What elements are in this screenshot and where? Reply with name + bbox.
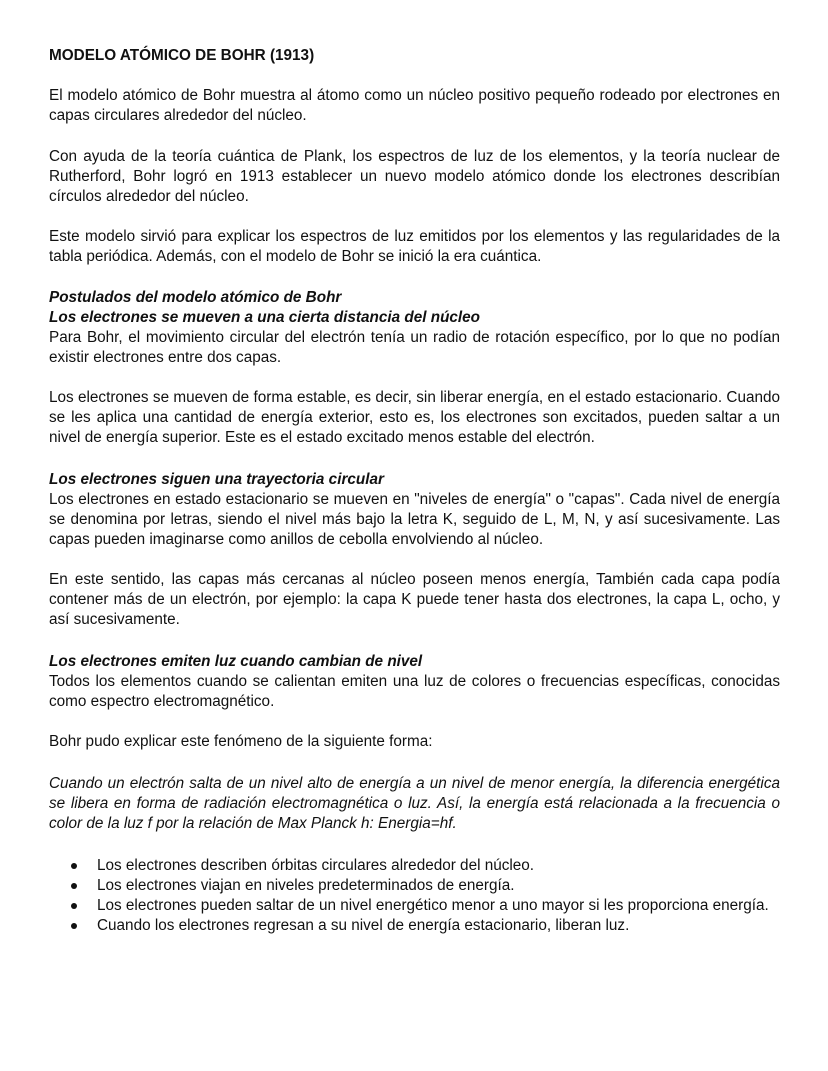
- list-item-text: Los electrones pueden saltar de un nivel energético menor a uno mayor si les proporciona energía.: [97, 897, 769, 914]
- bullet-dot-icon: [71, 923, 77, 929]
- section3-quote: Cuando un electrón salta de un nivel alto de energía a un nivel de menor energía, la diferencia energética se libera en forma de radiación electromagnética o luz. Así, la energía está relacionada a la frecuencia o color de la luz f por la relación de Max Planck h: Energia=hf.: [49, 775, 780, 832]
- intro-paragraph-2: Con ayuda de la teoría cuántica de Plank, los espectros de luz de los elementos, y la teoría nuclear de Rutherford, Bohr logró en 1913 establecer un nuevo modelo atómico donde los electrones describían círculos alrededor del núcleo.: [49, 148, 780, 205]
- section3-paragraph-2: Bohr pudo explicar este fenómeno de la siguiente forma:: [49, 733, 433, 750]
- intro-paragraph-3: Este modelo sirvió para explicar los espectros de luz emitidos por los elementos y las regularidades de la tabla periódica. Además, con el modelo de Bohr se inició la era cuántica.: [49, 228, 780, 265]
- list-item: [49, 856, 780, 876]
- list-item-text: Los electrones describen órbitas circulares alrededor del núcleo.: [97, 857, 535, 874]
- section1-paragraph-2: Los electrones se mueven de forma estable, es decir, sin liberar energía, en el estado estacionario. Cuando se les aplica una cantidad de energía exterior, esto es, los electrones son excitados, pueden saltar a un nivel de energía superior. Este es el estado excitado menos estable del electrón.: [49, 389, 780, 446]
- bullet-dot-icon: [71, 863, 77, 869]
- section2-paragraph-2: En este sentido, las capas más cercanas al núcleo poseen menos energía, También cada capa podía contener más de un electrón, por ejemplo: la capa K puede tener hasta dos electrones, la capa L, ocho, y así sucesivamente.: [49, 571, 780, 628]
- section1-paragraph-1: Para Bohr, el movimiento circular del electrón tenía un radio de rotación específico, por lo que no podían existir electrones entre dos capas.: [49, 329, 780, 366]
- bullet-dot-icon: [71, 903, 77, 909]
- section1-heading: Los electrones se mueven a una cierta distancia del núcleo: [49, 309, 481, 326]
- bullet-dot-icon: [71, 883, 77, 889]
- section3-heading: Los electrones emiten luz cuando cambian de nivel: [49, 653, 423, 670]
- list-item: [49, 876, 780, 896]
- section3-paragraph-1: Todos los elementos cuando se calientan emiten una luz de colores o frecuencias específicas, conocidas como espectro electromagnético.: [49, 673, 780, 710]
- summary-bullet-list: [49, 856, 780, 936]
- document-title: MODELO ATÓMICO DE BOHR (1913): [49, 47, 315, 64]
- list-item: [49, 916, 780, 936]
- list-item-text: Los electrones viajan en niveles predeterminados de energía.: [97, 877, 515, 894]
- list-item-text: Cuando los electrones regresan a su nivel de energía estacionario, liberan luz.: [97, 917, 630, 934]
- postulados-heading: Postulados del modelo atómico de Bohr: [49, 289, 342, 306]
- intro-paragraph-1: El modelo atómico de Bohr muestra al átomo como un núcleo positivo pequeño rodeado por electrones en capas circulares alrededor del núcleo.: [49, 87, 780, 124]
- section2-paragraph-1: Los electrones en estado estacionario se mueven en "niveles de energía" o "capas". Cada nivel de energía se denomina por letras, siendo el nivel más bajo la letra K, seguido de L, M, N, y así sucesivamente. Las capas pueden imaginarse como anillos de cebolla envolviendo al núcleo.: [49, 491, 780, 548]
- list-item: [49, 896, 780, 916]
- section2-heading: Los electrones siguen una trayectoria circular: [49, 471, 384, 488]
